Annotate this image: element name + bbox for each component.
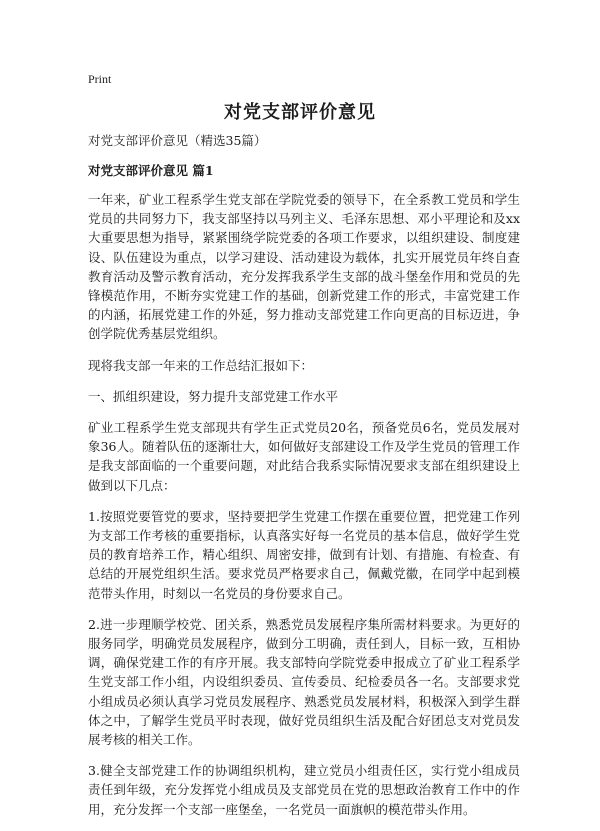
paragraph-section-one-heading: 一、抓组织建设，努力提升支部党建工作水平 — [88, 388, 339, 404]
paragraph-intro: 一年来，矿业工程系学生党支部在学院党委的领导下，在全系教工党员和学生党员的共同努力下，我支部坚持以马列主义、毛泽东思想、邓小平理论和及xx大重要思想为指导，紧紧围绕学院党委的各项工作要求，以组织建设、制度建设、队伍建设为重点，以学习建设、活动建设为载体，扎实开展党员年终自查教育活动及警示教育活动，充分发挥我系学生支部的战斗堡垒作用和党员的先锋模范作用，不断夯实党建工作的基础，创新党建工作的形式，丰富党建工作的内涵，拓展党建工作的外延，努力推动支部党建工作向更高的目标迈进，争创学院优秀基层党组织。 — [88, 192, 520, 342]
document-subtitle: 对党支部评价意见（精选35篇） — [88, 133, 267, 148]
paragraph-point-3: 3.健全支部党建工作的协调组织机构，建立党员小组责任区，实行党小组成员责任到年级，充分发挥党小组成员及支部党员在党的思想政治教育工作中的作用，充分发挥一个支部一座堡垒，一名党员一面旗帜的模范带头作用。 — [88, 763, 520, 817]
print-link[interactable]: Print — [88, 72, 112, 86]
paragraph-summary-lead: 现将我支部一年来的工作总结汇报如下： — [88, 357, 314, 373]
section-heading: 对党支部评价意见 篇1 — [88, 163, 214, 178]
document-title: 对党支部评价意见 — [224, 102, 376, 123]
paragraph-point-2: 2.进一步理顺学校党、团关系，熟悉党员发展程序集所需材料要求。为更好的服务同学，明确党员发展程序，做到分工明确，责任到人，目标一致，互相协调，确保党建工作的有序开展。我支部特向学院党委申报成立了矿业工程系学生党支部工作小组，内设组织委员、宣传委员、纪检委员各一名。支部要求党小组成员必须认真学习党员发展程序、熟悉党员发展材料，积极深入到学生群体之中，了解学生党员平时表现，做好党员组织生活及配合好团总支对党员发展考核的相关工作。 — [88, 616, 520, 748]
paragraph-point-1: 1.按照党要管党的要求，坚持要把学生党建工作摆在重要位置，把党建工作列为支部工作考核的重要指标，认真落实好每一名党员的基本信息，做好学生党员的教育培养工作，精心组织、周密安排，做到有计划、有措施、有检查、有总结的开展党组织生活。要求党员严格要求自己，佩戴党徽，在同学中起到模范带头作用，时刻以一名党员的身份要求自己。 — [88, 508, 520, 601]
document-body — [88, 132, 520, 831]
paragraph-membership: 矿业工程系学生党支部现共有学生正式党员20名，预备党员6名，党员发展对象36人。随着队伍的逐渐壮大，如何做好支部建设工作及学生党员的管理工作是我支部面临的一个重要问题，对此结合我系实际情况要求支部在组织建设上做到以下几点： — [88, 420, 520, 493]
